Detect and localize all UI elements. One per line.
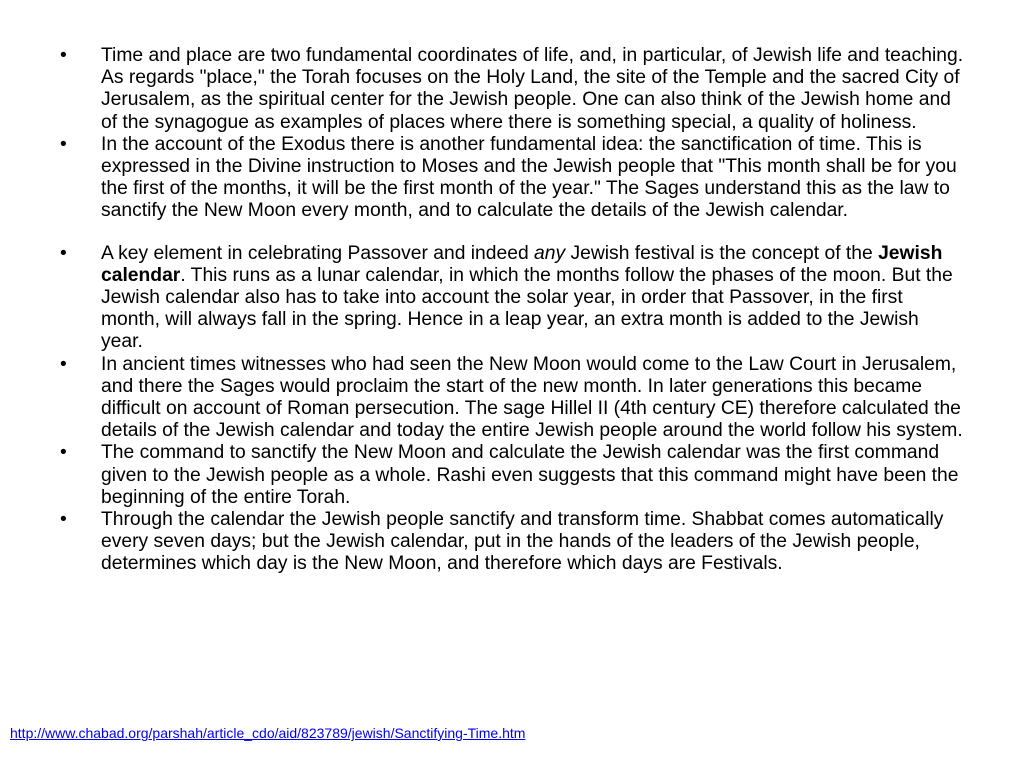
bullet-text-bold: Jewish calendar — [101, 242, 943, 286]
bullet-text-italic: any — [534, 242, 566, 264]
bullet-marker: • — [60, 45, 67, 66]
bullet-marker: • — [60, 133, 67, 155]
source-link[interactable]: http://www.chabad.org/parshah/article_cdo/aid/823789/jewish/Sanctifying-Time.htm — [10, 725, 526, 741]
bullet-item-calendar — [60, 243, 965, 354]
bullet-text: Time and place are two fundamental coordinates of life, and, in particular, of Jewish life and teaching. As regards "place," the Torah focuses on the Holy Land, the site of the Temple and the sacred City of Jerusalem, as the spiritual center for the Jewish people. One can also think of the Jewish home and of the synagogue as examples of places where there is something special, a quality of holiness. — [101, 45, 964, 133]
bullet-item-command — [60, 442, 965, 509]
bullet-text: Through the calendar the Jewish people sanctify and transform time. Shabbat comes automatically every seven days; but the Jewish calendar, put in the hands of the leaders of the Jewish people, determines which day is the New Moon, and therefore which days are Festivals. — [101, 509, 944, 575]
bullet-text-part1: A key element in celebrating Passover and indeed — [101, 242, 535, 264]
bullet-text: In the account of the Exodus there is another fundamental idea: the sanctification of time. This is expressed in the Divine instruction to Moses and the Jewish people that "This month shall be for you the first of the months, it will be the first month of the year." The Sages understand this as the law to sanctify the New Moon every month, and to calculate the details of the Jewish calendar. — [101, 133, 957, 222]
bullet-list — [60, 45, 965, 576]
bullet-text: The command to sanctify the New Moon and calculate the Jewish calendar was the first command given to the Jewish people as a whole. Rashi even suggests that this command might have been the beginning of the entire Torah. — [101, 442, 959, 508]
bullet-item-witnesses — [60, 354, 965, 443]
bullet-text: In ancient times witnesses who had seen the New Moon would come to the Law Court in Jerusalem, and there the Sages would proclaim the start of the new month. In later generations this became difficult on account of Roman persecution. The sage Hillel II (4th century CE) therefore calculated the details of the Jewish calendar and today the entire Jewish people around the world follow his system. — [101, 353, 963, 442]
bullet-item-sanctify — [60, 509, 965, 576]
bullet-text-part2: Jewish festival is the concept of the — [565, 242, 879, 264]
bullet-marker: • — [60, 242, 67, 264]
bullet-text-part3: . This runs as a lunar calendar, in which the months follow the phases of the moon. But the Jewish calendar also has to take into account the solar year, in order that Passover, in the first month, will always fall in the spring. Hence in a leap year, an extra month is added to the Jewish year. — [101, 264, 953, 353]
bullet-item-time — [60, 134, 965, 223]
bullet-item-place — [60, 45, 965, 134]
bullet-marker: • — [60, 442, 67, 464]
bullet-marker: • — [60, 509, 67, 531]
bullet-marker: • — [60, 353, 67, 375]
